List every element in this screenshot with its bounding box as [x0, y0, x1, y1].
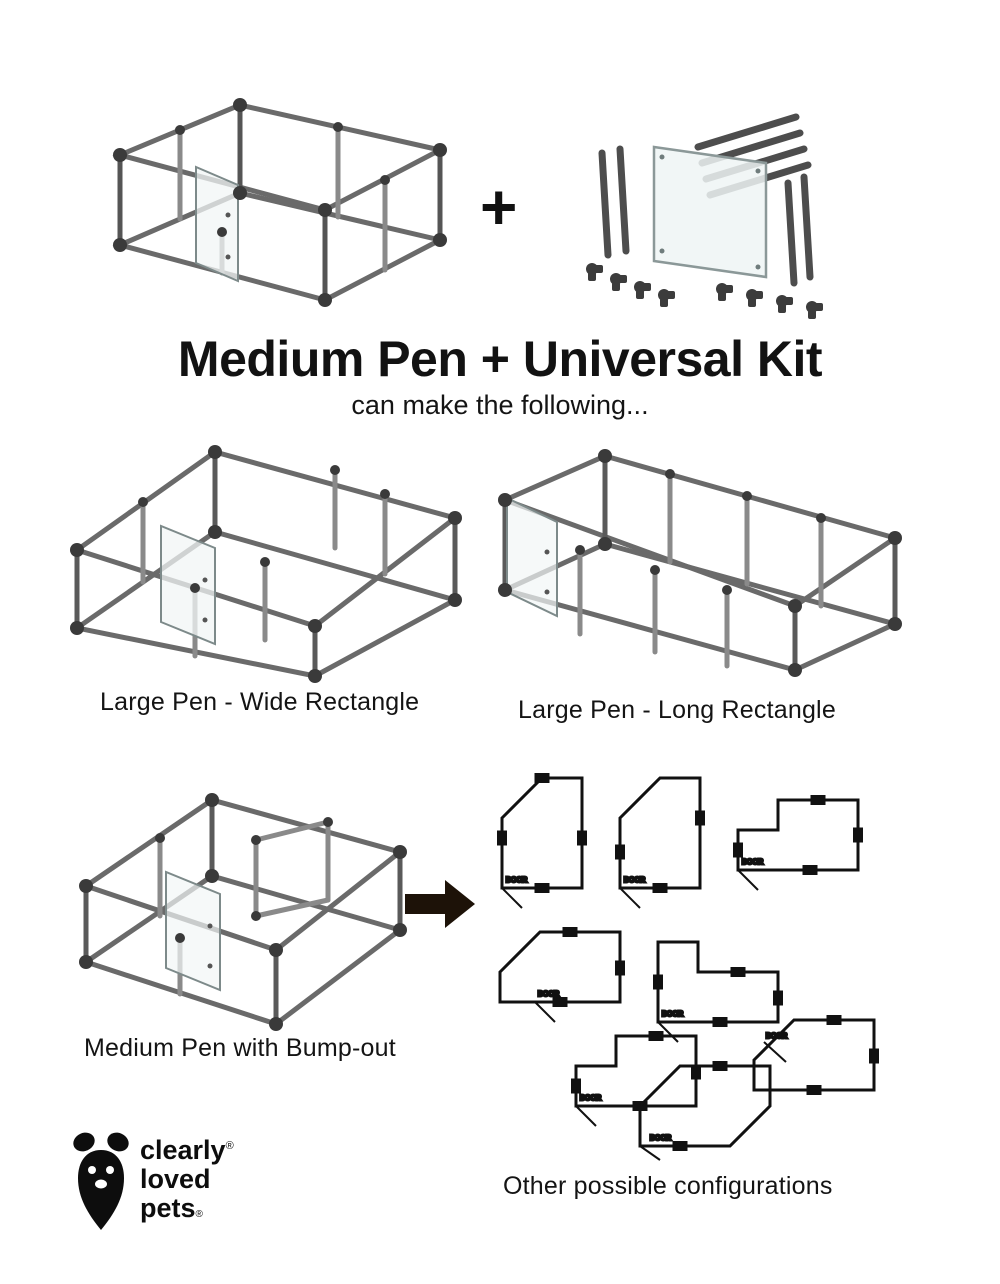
- config-8: [754, 1017, 878, 1094]
- plus-symbol: +: [480, 171, 518, 243]
- svg-text:DOOR: DOOR: [650, 1135, 671, 1142]
- dog-logo-icon: [70, 1130, 132, 1232]
- page-subtitle: can make the following...: [351, 390, 649, 420]
- config-5: [655, 942, 782, 1042]
- wide-pen-caption: Large Pen - Wide Rectangle: [100, 688, 420, 716]
- brand-logo: [70, 1130, 250, 1240]
- config-3: [735, 797, 862, 891]
- arrow-right-icon: [405, 878, 477, 930]
- config-6: [573, 1033, 700, 1127]
- svg-text:DOOR: DOOR: [538, 991, 559, 998]
- page-title: Medium Pen + Universal Kit: [177, 331, 823, 387]
- svg-text:DOOR: DOOR: [662, 1011, 683, 1018]
- bump-out-caption: Medium Pen with Bump-out: [84, 1034, 396, 1062]
- universal-kit-parts-illustration: [580, 105, 850, 335]
- config-7: [640, 1063, 770, 1161]
- logo-line-1: clearly: [140, 1135, 226, 1165]
- configurations-caption: Other possible configurations: [503, 1172, 833, 1200]
- logo-line-3: pets: [140, 1193, 196, 1224]
- svg-text:DOOR: DOOR: [766, 1033, 787, 1040]
- config-1: [499, 775, 586, 909]
- logo-reg: ®: [195, 1209, 203, 1221]
- large-pen-long-rectangle-illustration: [485, 440, 905, 680]
- medium-pen-bump-out-illustration: [70, 780, 410, 1030]
- brand-logo-text: [140, 1136, 234, 1223]
- logo-sup: ®: [225, 1140, 234, 1152]
- svg-text:DOOR: DOOR: [742, 859, 763, 866]
- medium-pen-illustration: [110, 95, 450, 315]
- other-configurations-diagrams: [480, 760, 900, 1160]
- logo-line-2: loved: [140, 1164, 211, 1195]
- svg-text:DOOR: DOOR: [624, 877, 645, 884]
- svg-text:DOOR: DOOR: [506, 877, 527, 884]
- svg-text:DOOR: DOOR: [580, 1095, 601, 1102]
- config-4: [500, 929, 624, 1023]
- long-pen-caption: Large Pen - Long Rectangle: [518, 696, 836, 724]
- config-2: [617, 778, 704, 908]
- large-pen-wide-rectangle-illustration: [65, 440, 465, 680]
